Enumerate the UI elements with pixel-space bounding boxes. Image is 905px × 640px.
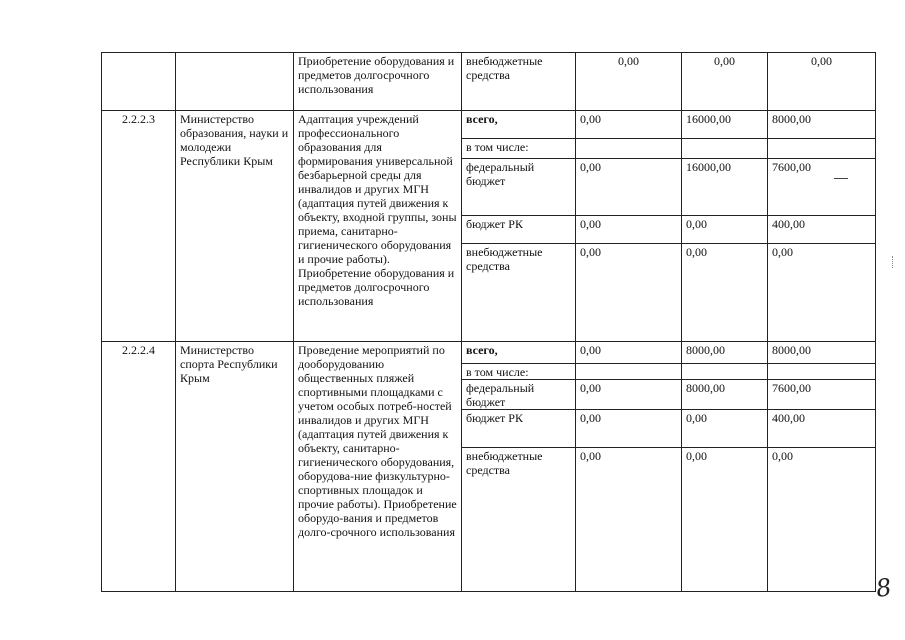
value-year3: 0,00 <box>768 448 876 592</box>
value-year1: 0,00 <box>576 53 682 111</box>
value-year2: 0,00 <box>682 448 768 592</box>
value-year2: 16000,00 <box>682 159 768 216</box>
funding-source: бюджет РК <box>462 216 576 244</box>
value-year1: 0,00 <box>576 159 682 216</box>
value-year1: 0,00 <box>576 410 682 448</box>
value-year2: 0,00 <box>682 410 768 448</box>
pen-mark <box>834 178 848 179</box>
executor-cell: Министерство образования, науки и молодежи Республики Крым <box>176 111 294 342</box>
value-year3: 8000,00 <box>768 342 876 364</box>
value-year2: 16000,00 <box>682 111 768 139</box>
funding-source: внебюджетные средства <box>462 244 576 342</box>
value-year3: 400,00 <box>768 216 876 244</box>
value-year3: 0,00 <box>768 244 876 342</box>
funding-source: бюджет РК <box>462 410 576 448</box>
value-year1: 0,00 <box>576 448 682 592</box>
funding-source: всего, <box>462 111 576 139</box>
funding-source: в том числе: <box>462 139 576 159</box>
executor-cell <box>176 53 294 111</box>
description-cell: Адаптация учреждений профессионального образования для формирования универсальной безбарьерной среды для инвалидов и других МГН (адаптация путей движения к объекту, входной группы, зоны приема, санитарно-гигиенического оборудования и прочие работы). Приобретение оборудования и предметов долгосрочного использования <box>294 111 462 342</box>
value-year2: 0,00 <box>682 244 768 342</box>
table-row <box>102 342 876 364</box>
page-number: 8 <box>874 573 894 603</box>
value-year3: 0,00 <box>768 53 876 111</box>
value-year3: 7600,00 <box>768 380 876 410</box>
description-cell: Проведение мероприятий по дооборудованию общественных пляжей спортивными площадками с учетом особых потреб-ностей инвалидов и других МГН (адаптация путей движения к объекту, санитарно-гигиенического оборудования, оборудова-ние физкультурно-спортивных площадок и прочие работы). Приобретение оборудо-вания и предметов долго-срочного использования <box>294 342 462 592</box>
table-row <box>102 111 876 139</box>
funding-source: внебюджетные средства <box>462 448 576 592</box>
value-year1: 0,00 <box>576 342 682 364</box>
funding-source: федеральный бюджет <box>462 159 576 216</box>
funding-source: внебюджетные средства <box>462 53 576 111</box>
funding-source: в том числе: <box>462 364 576 380</box>
value-year1: 0,00 <box>576 111 682 139</box>
funding-table <box>101 52 876 592</box>
value-year1: 0,00 <box>576 244 682 342</box>
item-code <box>102 53 176 111</box>
value-year1: 0,00 <box>576 216 682 244</box>
value-year2: 0,00 <box>682 216 768 244</box>
value-year3: 7600,00 <box>768 159 876 216</box>
table-row <box>102 53 876 111</box>
value-year3: 8000,00 <box>768 111 876 139</box>
value-year2: 0,00 <box>682 53 768 111</box>
item-code: 2.2.2.4 <box>102 342 176 592</box>
value-year1: 0,00 <box>576 380 682 410</box>
executor-cell: Министерство спорта Республики Крым <box>176 342 294 592</box>
value-year2: 8000,00 <box>682 380 768 410</box>
scan-mark <box>892 256 893 268</box>
value-year2: 8000,00 <box>682 342 768 364</box>
item-code: 2.2.2.3 <box>102 111 176 342</box>
value-year3: 400,00 <box>768 410 876 448</box>
funding-source: всего, <box>462 342 576 364</box>
description-cell: Приобретение оборудования и предметов долгосрочного использования <box>294 53 462 111</box>
funding-source: федеральный бюджет <box>462 380 576 410</box>
